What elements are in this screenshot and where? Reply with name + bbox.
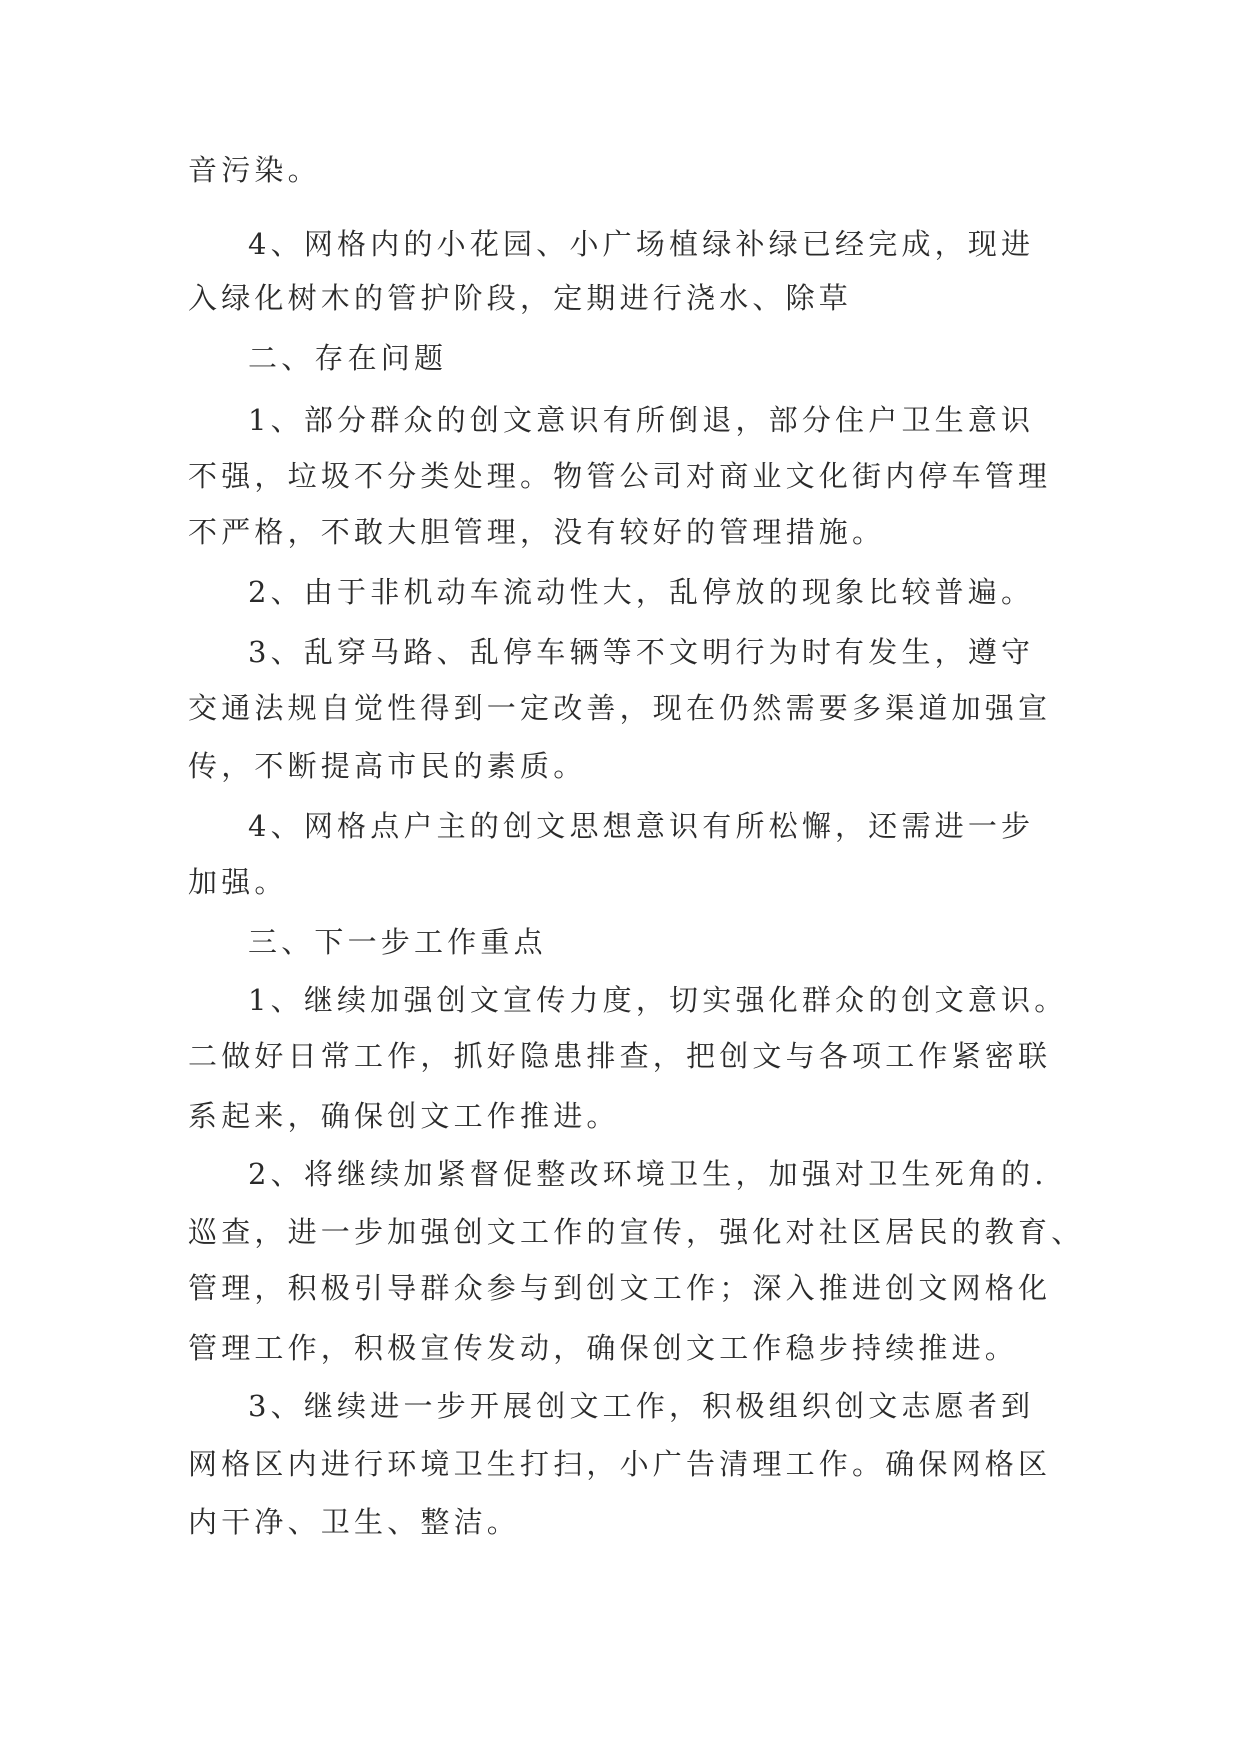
text-line: 4、网格内的小花园、小广场植绿补绿已经完成，现进 <box>248 227 1035 261</box>
text-line: 管理工作，积极宣传发动，确保创文工作稳步持续推进。 <box>188 1331 1019 1365</box>
text-line: 2、将继续加紧督促整改环境卫生，加强对卫生死角的. <box>248 1157 1048 1191</box>
text-line: 不强，垃圾不分类处理。物管公司对商业文化街内停车管理 <box>188 459 1052 493</box>
text-line: 二做好日常工作，抓好隐患排查，把创文与各项工作紧密联 <box>188 1039 1052 1073</box>
text-line: 不严格，不敢大胆管理，没有较好的管理措施。 <box>188 515 886 549</box>
text-line: 1、部分群众的创文意识有所倒退，部分住户卫生意识 <box>248 403 1035 437</box>
text-line: 2、由于非机动车流动性大，乱停放的现象比较普遍。 <box>248 575 1035 609</box>
text-line: 加强。 <box>188 865 288 899</box>
text-line: 入绿化树木的管护阶段，定期进行浇水、除草 <box>188 281 853 315</box>
text-line: 3、继续进一步开展创文工作，积极组织创文志愿者到 <box>248 1389 1035 1423</box>
text-line: 巡查，进一步加强创文工作的宣传，强化对社区居民的教育、 <box>188 1215 1085 1249</box>
text-line: 内干净、卫生、整洁。 <box>188 1505 521 1539</box>
text-line: 音污染。 <box>188 153 321 187</box>
text-line: 交通法规自觉性得到一定改善，现在仍然需要多渠道加强宣 <box>188 691 1052 725</box>
text-line: 4、网格点户主的创文思想意识有所松懈，还需进一步 <box>248 809 1035 843</box>
text-line: 1、继续加强创文宣传力度，切实强化群众的创文意识。 <box>248 983 1068 1017</box>
section-heading: 三、下一步工作重点 <box>248 925 547 959</box>
text-line: 系起来，确保创文工作推进。 <box>188 1099 620 1133</box>
text-line: 传，不断提高市民的素质。 <box>188 749 587 783</box>
section-heading: 二、存在问题 <box>248 341 448 375</box>
text-line: 管理，积极引导群众参与到创文工作；深入推进创文网格化 <box>188 1271 1052 1305</box>
text-line: 3、乱穿马路、乱停车辆等不文明行为时有发生，遵守 <box>248 635 1035 669</box>
text-line: 网格区内进行环境卫生打扫，小广告清理工作。确保网格区 <box>188 1447 1052 1481</box>
